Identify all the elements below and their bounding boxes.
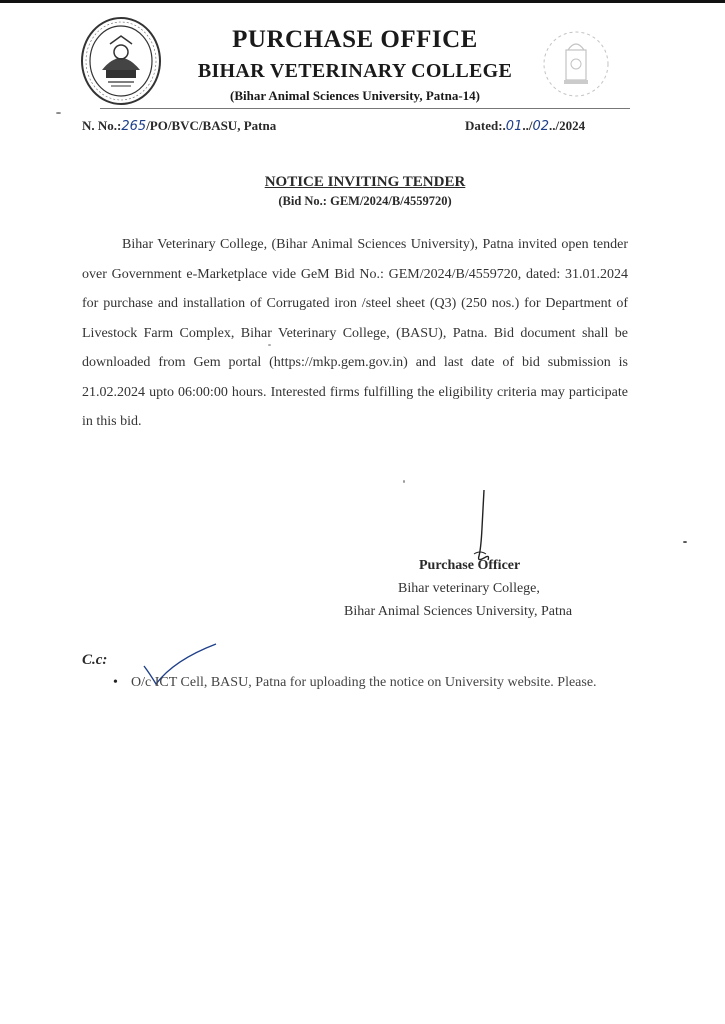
signatory-college: Bihar veterinary College, [398, 581, 540, 596]
notice-number-handwritten: 265 [121, 119, 147, 134]
signatory-university: Bihar Animal Sciences University, Patna [344, 604, 573, 619]
bid-number: (Bid No.: GEM/2024/B/4559720) [278, 194, 452, 208]
university-subheading: (Bihar Animal Sciences University, Patna-14) [229, 88, 480, 103]
scan-top-border [0, 0, 725, 3]
date-label: Dated:. [465, 118, 506, 133]
date-year: ../2024 [549, 118, 586, 133]
cc-label: C.c: [82, 652, 108, 668]
date-month-handwritten: 02 [532, 119, 550, 134]
notice-date [465, 118, 585, 134]
notice-number [82, 118, 276, 134]
header-divider [100, 108, 630, 109]
scan-speck [56, 112, 61, 114]
notice-title: NOTICE INVITING TENDER [264, 174, 466, 190]
date-day-handwritten: 01 [505, 119, 523, 134]
scan-speck [403, 480, 405, 483]
office-heading: PURCHASE OFFICE [232, 26, 478, 53]
state-emblem-icon [540, 24, 612, 104]
notice-number-prefix: N. No.: [82, 118, 122, 133]
scan-speck [268, 344, 271, 346]
notice-body: Bihar Veterinary College, (Bihar Animal Sciences University), Patna invited open tender over Government e-Marketplace vide GeM Bid No.: GEM/2024/B/4559720, dated: 31.01.2024 for purchase and installation of Corrugated iron /steel sheet (Q3) (250 nos.) for Department of Livestock Farm Complex, Bihar Veterinary College, (BASU), Patna. Bid document shall be downloaded from Gem portal (https://mkp.gem.gov.in) and last date of bid submission is 21.02.2024 upto 06:00:00 hours. Interested firms fulfilling the eligibility criteria may participate in this bid. [82, 237, 628, 429]
college-seal-icon [80, 16, 162, 106]
cc-list [115, 672, 630, 694]
college-heading: BIHAR VETERINARY COLLEGE [197, 60, 513, 82]
signature-mark [462, 488, 502, 564]
signatory-title: Purchase Officer [419, 558, 521, 573]
date-separator: ../ [522, 118, 533, 133]
cc-list-item: • O/c ICT Cell, BASU, Patna for uploading the notice on University website. Please. [115, 672, 630, 694]
notice-number-suffix: /PO/BVC/BASU, Patna [146, 118, 277, 133]
scan-speck [683, 541, 687, 543]
